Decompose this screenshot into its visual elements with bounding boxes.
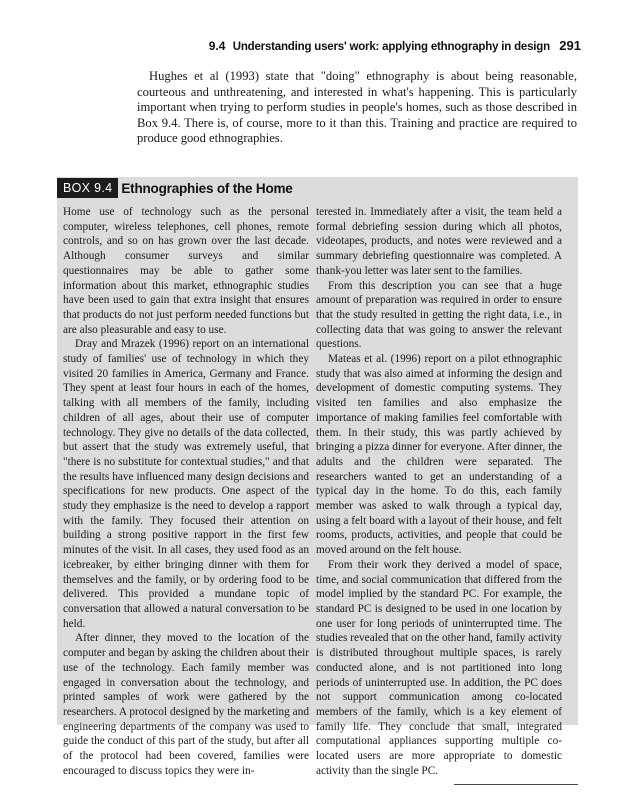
box-right-column [316,205,562,778]
box-label: BOX 9.4 [57,178,118,198]
section-title: Understanding users' work: applying ethnography in design [232,41,550,53]
intro-paragraph: Hughes et al (1993) state that "doing" ethnography is about being reasonable, courteous and unthreatening, and interested in what's happening. This is particularly important when trying to perform studies in people's homes, such as those described in Box 9.4. There is, of course, more to it than this. Training and practice are required to produce good ethnographies. [137,69,577,146]
box-paragraph: From this description you can see that a huge amount of preparation was required in order to ensure that the study resulted in getting the right data, i.e., in collecting data that was going to answer the relevant questions. [316,279,562,351]
box-title: Ethnographies of the Home [121,180,293,196]
sidebar-box [57,177,578,777]
box-paragraph: Mateas et al. (1996) report on a pilot ethnographic study that was also aimed at informing the design and development of domestic computing systems. They visited ten families and also emphasize the importance of making families feel comfortable with them. In their study, this was partly achieved by bringing a pizza dinner for everyone. After dinner, the adults and the children were separated. The researchers wanted to get an understanding of a typical day in the home. To do this, each family member was asked to walk through a typical day, using a felt board with a layout of their house, and felt rooms, products, activities, and people that could be moved around on the felt house. [316,353,562,557]
section-number: 9.4 [208,39,226,53]
box-header [57,177,293,199]
running-head [209,38,581,53]
box-left-column [63,205,309,778]
page-number: 291 [559,38,581,53]
box-paragraph: terested in. Immediately after a visit, the team held a formal debriefing session during which all photos, videotapes, products, and notes were reviewed and a summary debriefing questionnaire was completed. A thank-you letter was later sent to the families. [316,206,562,277]
box-paragraph: Home use of technology such as the personal computer, wireless telephones, cell phones, remote controls, and so on has grown over the last decade. Although consumer surveys and similar questionnaires may be able to gather some information about this market, ethnographic studies have been used to gain that extra insight that ensures that products do not just perform needed functions but are also pleasurable and easy to use. [63,206,309,336]
box-paragraph: From their work they derived a model of space, time, and social communication that differed from the model implied by the standard PC. For example, the standard PC is designed to be used in one location by one user for long periods of uninterrupted time. The studies revealed that on the other hand, family activity is distributed throughout multiple spaces, is rarely conducted alone, and is not partitioned into long periods of uninterrupted use. In addition, the PC does not support communication among co-located members of the family, which is a key element of family life. They conclude that small, integrated computational appliances supporting multiple co-located users are more appropriate to domestic activity than the single PC. [316,558,562,777]
box-paragraph: Dray and Mrazek (1996) report on an international study of families' use of technology in which they visited 20 families in America, Germany and France. They spent at least four hours in each of the homes, talking with all members of the family, including children of all ages, about their use of computer technology. They give no details of the data collected, but assert that the study was extremely useful, that "there is no substitute for contextual studies," and that the results have influenced many design decisions and specifications for new products. One aspect of the study they emphasize is the need to develop a rapport with the family. They focused their attention on building a strong positive rapport in the first few minutes of the visit. In all cases, they used food as an icebreaker, by either bringing dinner with them for themselves and the family, or by ordering food to be delivered. This provided a mundane topic of conversation that allowed a natural conversation to be held. [63,338,309,630]
box-paragraph: After dinner, they moved to the location of the computer and began by asking the children about their use of the technology. Each family member was engaged in conversation about the technology, and printed samples of work were gathered by the researchers. A protocol designed by the marketing and engineering departments of the company was used to guide the conduct of this part of the study, but after all of the protocol had been covered, families were encouraged to discuss topics they were in- [63,632,309,777]
footer-rule [454,784,578,785]
